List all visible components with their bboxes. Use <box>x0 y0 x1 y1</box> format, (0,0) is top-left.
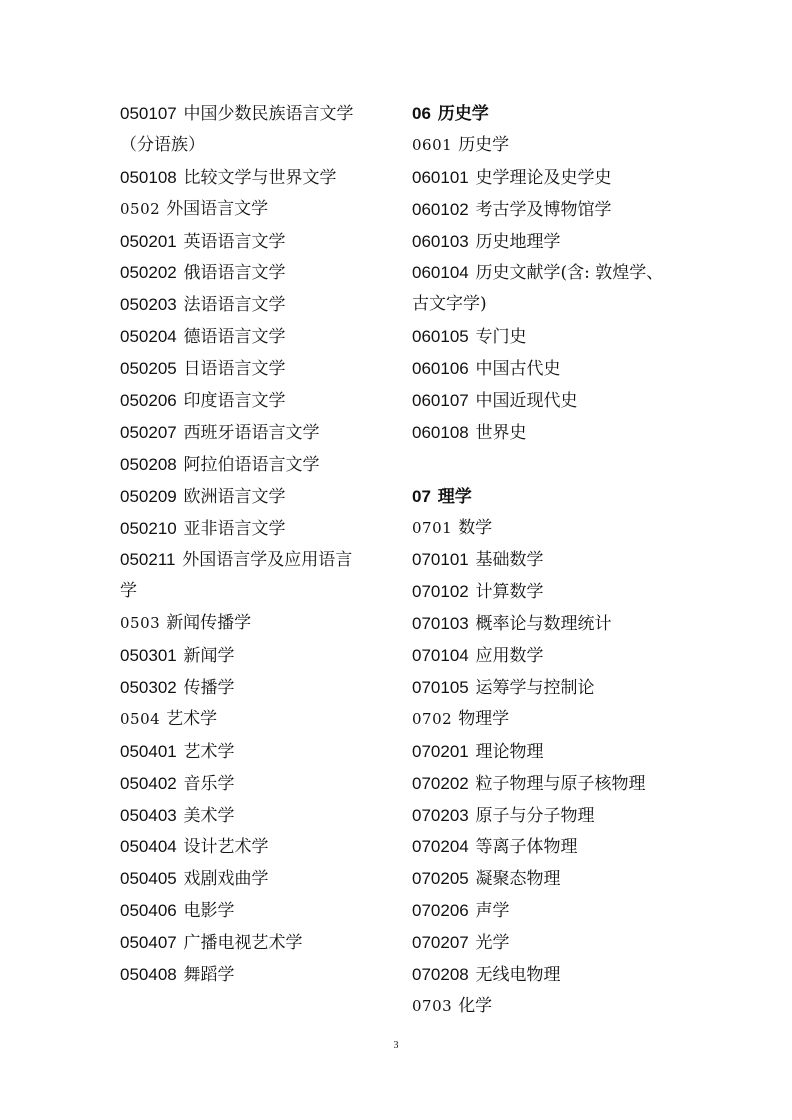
subject-row <box>412 353 712 385</box>
subject-name: 印度语言文学 <box>183 391 286 412</box>
subject-row <box>120 98 390 130</box>
subject-name: 凝聚态物理 <box>475 869 561 890</box>
subject-row <box>120 257 390 289</box>
subject-code: 070103 <box>412 614 469 634</box>
category-row <box>412 704 712 736</box>
subject-name: 运筹学与控制论 <box>475 678 595 699</box>
subject-name: 原子与分子物理 <box>475 805 595 826</box>
subject-name: 音乐学 <box>183 773 235 794</box>
subject-row <box>120 927 390 959</box>
subject-name: 阿拉伯语语言文学 <box>183 454 320 475</box>
subject-code: 050209 <box>120 486 177 506</box>
subject-name: 美术学 <box>183 805 235 826</box>
subject-code: 050401 <box>120 741 177 761</box>
subject-name: 欧洲语言文学 <box>183 486 286 507</box>
subject-row <box>120 162 390 194</box>
subject-row <box>412 959 712 991</box>
subject-code: 0503 <box>120 614 161 633</box>
subject-name: 无线电物理 <box>475 965 561 986</box>
right-column <box>412 98 712 1023</box>
subject-code: 050107 <box>120 104 177 123</box>
subject-row <box>120 895 390 927</box>
subject-code: 050203 <box>120 295 177 315</box>
subject-row <box>412 768 712 800</box>
subject-name: 化学 <box>458 995 493 1016</box>
subject-code: 0502 <box>120 199 161 218</box>
subject-name: 学 <box>120 581 137 602</box>
discipline-heading <box>412 481 712 513</box>
subject-code: 070101 <box>412 550 469 570</box>
subject-name: 外国语言学及应用语言 <box>182 550 353 571</box>
subject-name: 传播学 <box>183 678 235 699</box>
subject-name: 比较文学与世界文学 <box>183 167 337 188</box>
category-row <box>120 608 390 640</box>
subject-code: 050402 <box>120 773 177 793</box>
subject-name: 电影学 <box>183 901 235 922</box>
subject-name: 法语语言文学 <box>183 295 286 316</box>
subject-code: 050408 <box>120 965 177 985</box>
subject-name: 数学 <box>458 517 493 538</box>
subject-continuation <box>412 289 712 321</box>
subject-name: （分语族） <box>120 134 205 155</box>
subject-row <box>120 959 390 991</box>
subject-name: 概率论与数理统计 <box>475 614 612 635</box>
subject-row <box>120 481 390 513</box>
subject-row <box>120 449 390 481</box>
subject-code: 050403 <box>120 805 177 825</box>
subject-row <box>120 768 390 800</box>
subject-code: 070104 <box>412 646 469 666</box>
subject-continuation <box>120 130 390 162</box>
subject-name: 理论物理 <box>475 741 544 762</box>
subject-row <box>120 640 390 672</box>
subject-code: 070202 <box>412 773 469 793</box>
subject-name: 史学理论及史学史 <box>475 167 612 188</box>
subject-code: 050210 <box>120 518 177 538</box>
subject-row <box>412 257 712 289</box>
subject-name: 西班牙语语言文学 <box>183 422 320 443</box>
subject-name: 亚非语言文学 <box>183 518 286 539</box>
subject-name: 舞蹈学 <box>183 965 235 986</box>
subject-name: 历史学 <box>458 134 510 155</box>
subject-row <box>412 608 712 640</box>
subject-code: 050202 <box>120 263 177 283</box>
subject-row <box>412 672 712 704</box>
subject-code: 060106 <box>412 359 469 379</box>
subject-name: 外国语言文学 <box>166 198 269 219</box>
subject-row <box>120 289 390 321</box>
category-row <box>412 130 712 162</box>
subject-code: 07 <box>412 486 431 506</box>
subject-name: 考古学及博物馆学 <box>475 199 612 220</box>
subject-code: 0504 <box>120 709 161 728</box>
subject-row <box>120 544 390 576</box>
subject-name: 历史地理学 <box>475 231 561 252</box>
subject-code: 0703 <box>412 996 453 1015</box>
subject-row <box>412 640 712 672</box>
subject-code: 070207 <box>412 933 469 953</box>
subject-row <box>412 226 712 258</box>
subject-name: 设计艺术学 <box>183 837 269 858</box>
subject-name: 物理学 <box>458 708 510 729</box>
subject-name: 等离子体物理 <box>475 837 578 858</box>
subject-code: 050404 <box>120 837 177 857</box>
subject-code: 060107 <box>412 391 469 411</box>
subject-code: 050108 <box>120 167 177 187</box>
subject-row <box>412 831 712 863</box>
subject-code: 070206 <box>412 901 469 921</box>
subject-code: 0701 <box>412 518 453 537</box>
category-row <box>120 704 390 736</box>
category-row <box>412 513 712 545</box>
subject-row <box>412 321 712 353</box>
subject-row <box>120 736 390 768</box>
subject-name: 专门史 <box>475 327 527 348</box>
subject-name: 广播电视艺术学 <box>183 933 303 954</box>
subject-name: 中国近现代史 <box>475 391 578 412</box>
subject-code: 050204 <box>120 327 177 347</box>
subject-name: 新闻学 <box>183 646 235 667</box>
subject-name: 英语语言文学 <box>183 231 286 252</box>
subject-code: 060101 <box>412 167 469 187</box>
subject-code: 060105 <box>412 327 469 347</box>
subject-name: 艺术学 <box>166 708 218 729</box>
subject-code: 070105 <box>412 678 469 698</box>
subject-code: 070203 <box>412 805 469 825</box>
subject-code: 060108 <box>412 422 469 442</box>
subject-code: 050301 <box>120 646 177 666</box>
subject-code: 070201 <box>412 741 469 761</box>
subject-row <box>412 194 712 226</box>
subject-name: 新闻传播学 <box>166 613 252 634</box>
subject-name: 声学 <box>475 901 510 922</box>
subject-name: 艺术学 <box>183 741 235 762</box>
subject-code: 06 <box>412 104 431 123</box>
subject-name: 俄语语言文学 <box>183 263 286 284</box>
subject-row <box>120 226 390 258</box>
discipline-heading <box>412 98 712 130</box>
category-row <box>412 991 712 1023</box>
subject-row <box>412 576 712 608</box>
subject-name: 基础数学 <box>475 550 544 571</box>
subject-row <box>120 831 390 863</box>
subject-name: 世界史 <box>475 422 527 443</box>
category-row <box>120 194 390 226</box>
subject-name: 中国少数民族语言文学 <box>183 104 354 124</box>
subject-code: 050205 <box>120 359 177 379</box>
subject-name: 应用数学 <box>475 646 544 667</box>
subject-row <box>120 672 390 704</box>
subject-name: 粒子物理与原子核物理 <box>475 773 646 794</box>
subject-code: 0601 <box>412 135 453 154</box>
subject-name: 理学 <box>437 486 472 506</box>
subject-name: 光学 <box>475 933 510 954</box>
subject-code: 050302 <box>120 678 177 698</box>
spacer <box>412 449 712 481</box>
subject-code: 050406 <box>120 901 177 921</box>
subject-code: 050201 <box>120 231 177 251</box>
subject-code: 060104 <box>412 263 469 283</box>
subject-row <box>412 736 712 768</box>
subject-row <box>412 895 712 927</box>
subject-row <box>120 513 390 545</box>
subject-code: 050405 <box>120 869 177 889</box>
subject-code: 070102 <box>412 582 469 602</box>
subject-row <box>120 321 390 353</box>
subject-code: 050208 <box>120 454 177 474</box>
subject-code: 050206 <box>120 391 177 411</box>
subject-code: 070204 <box>412 837 469 857</box>
subject-name: 古文字学) <box>412 294 487 315</box>
subject-name: 戏剧戏曲学 <box>183 869 269 890</box>
subject-name: 历史文献学(含: 敦煌学、 <box>475 263 664 284</box>
subject-row <box>120 385 390 417</box>
subject-continuation <box>120 576 390 608</box>
subject-row <box>412 863 712 895</box>
subject-code: 070208 <box>412 965 469 985</box>
left-column <box>120 98 390 991</box>
subject-row <box>120 353 390 385</box>
subject-row <box>120 863 390 895</box>
subject-name: 德语语言文学 <box>183 327 286 348</box>
subject-name: 计算数学 <box>475 582 544 603</box>
subject-code: 070205 <box>412 869 469 889</box>
subject-name: 中国古代史 <box>475 359 561 380</box>
subject-row <box>412 544 712 576</box>
subject-code: 050407 <box>120 933 177 953</box>
subject-name: 日语语言文学 <box>183 359 286 380</box>
subject-code: 050207 <box>120 422 177 442</box>
subject-row <box>120 800 390 832</box>
subject-code: 0702 <box>412 709 453 728</box>
subject-row <box>412 162 712 194</box>
subject-row <box>412 417 712 449</box>
page-number: 3 <box>393 1040 399 1051</box>
subject-name: 历史学 <box>437 104 489 123</box>
subject-code: 060103 <box>412 231 469 251</box>
subject-row <box>120 417 390 449</box>
subject-code: 050211 <box>120 550 176 570</box>
subject-row <box>412 800 712 832</box>
subject-code: 060102 <box>412 199 469 219</box>
subject-row <box>412 927 712 959</box>
subject-row <box>412 385 712 417</box>
